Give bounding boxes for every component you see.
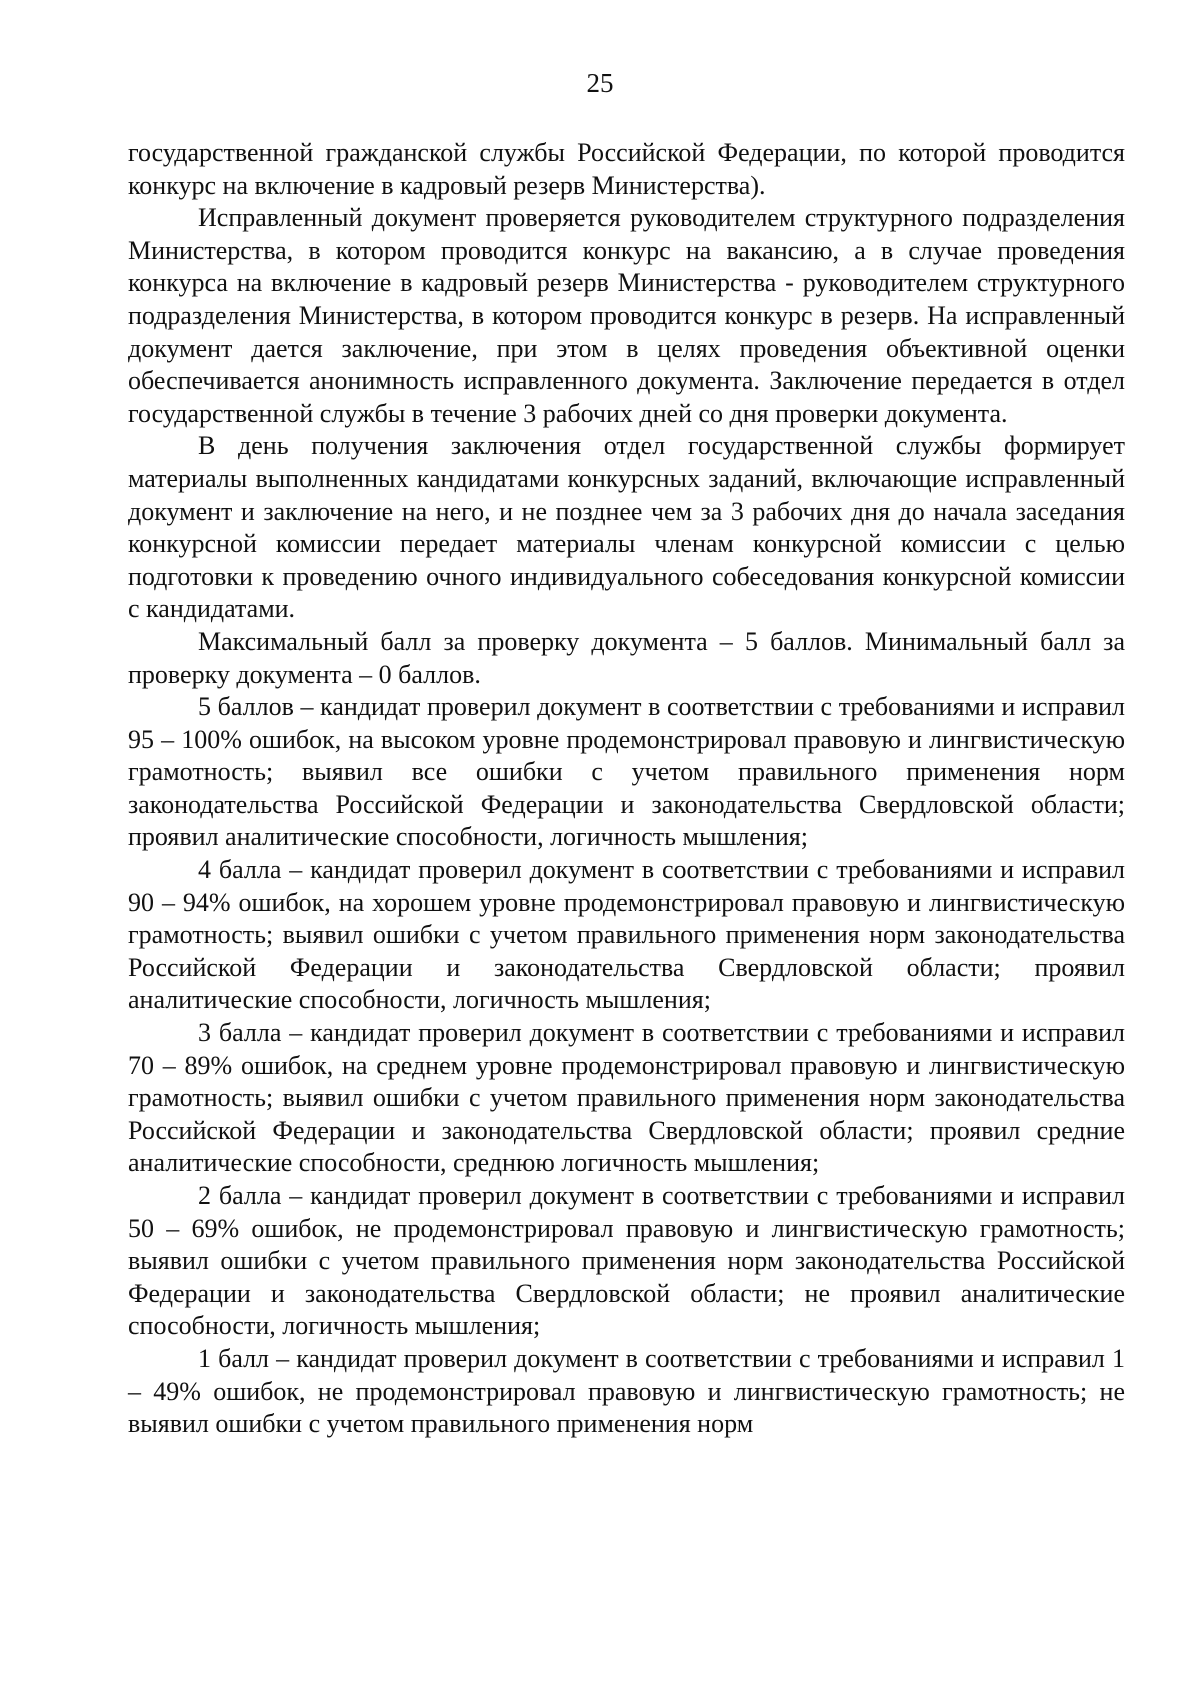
paragraph-materials-formation: В день получения заключения отдел государственной службы формирует материалы выполненных кандидатами конкурсных заданий, включающие исправленный документ и заключение на него, и не позднее чем за 3 рабочих дня до начала заседания конкурсной комиссии передает материалы членам конкурсной комиссии с целью подготовки к проведению очного индивидуального собеседования конкурсной комиссии с кандидатами. (128, 431, 1125, 624)
paragraph-score-1: 1 балл – кандидат проверил документ в соответствии с требованиями и исправил 1 – 49% ошибок, не продемонстрировал правовую и лингвистическую грамотность; не выявил ошибки с учетом правильного применения норм (128, 1343, 1125, 1439)
paragraph-score-range: Максимальный балл за проверку документа – 5 баллов. Минимальный балл за проверку документа – 0 баллов. (128, 626, 1125, 689)
paragraph-continuation: государственной гражданской службы Российской Федерации, по которой проводится конкурс на включение в кадровый резерв Министерства). (128, 138, 1125, 200)
paragraph-score-2: 2 балла – кандидат проверил документ в соответствии с требованиями и исправил 50 – 69% ошибок, не продемонстрировал правовую и лингвистическую грамотность; выявил ошибки с учетом правильного применения норм законодательства Российской Федерации и законодательства Свердловской области; не проявил аналитические способности, логичность мышления; (128, 1181, 1125, 1341)
page-number: 25 (586, 68, 614, 98)
paragraph-score-3: 3 балла – кандидат проверил документ в соответствии с требованиями и исправил 70 – 89% ошибок, на среднем уровне продемонстрировал правовую и лингвистическую грамотность; выявил ошибки с учетом правильного применения норм законодательства Российской Федерации и законодательства Свердловской области; проявил средние аналитические способности, среднюю логичность мышления; (128, 1018, 1125, 1178)
paragraph-corrected-document-review: Исправленный документ проверяется руководителем структурного подразделения Министерства, в котором проводится конкурс на вакансию, а в случае проведения конкурса на включение в кадровый резерв Министерства - руководителем структурного подразделения Министерства, в котором проводится конкурс в резерв. На исправленный документ дается заключение, при этом в целях проведения объективной оценки обеспечивается анонимность исправленного документа. Заключение передается в отдел государственной службы в течение 3 рабочих дней со дня проверки документа. (128, 203, 1125, 428)
paragraph-score-5: 5 баллов – кандидат проверил документ в соответствии с требованиями и исправил 95 – 100% ошибок, на высоком уровне продемонстрировал правовую и лингвистическую грамотность; выявил все ошибки с учетом правильного применения норм законодательства Российской Федерации и законодательства Свердловской области; проявил аналитические способности, логичность мышления; (128, 692, 1125, 852)
document-body (128, 137, 1125, 1441)
paragraph-score-4: 4 балла – кандидат проверил документ в соответствии с требованиями и исправил 90 – 94% ошибок, на хорошем уровне продемонстрировал правовую и лингвистическую грамотность; выявил ошибки с учетом правильного применения норм законодательства Российской Федерации и законодательства Свердловской области; проявил аналитические способности, логичность мышления; (128, 855, 1125, 1015)
